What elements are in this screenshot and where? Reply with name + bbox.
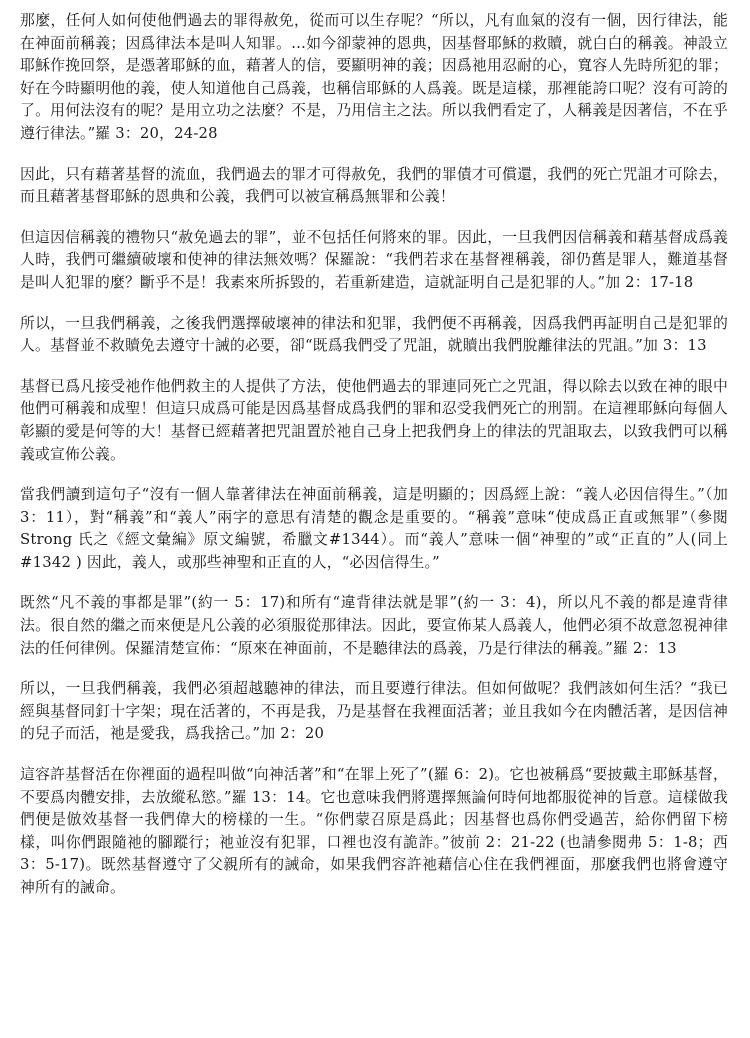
paragraph-9: 這容許基督活在你裡面的過程叫做“向神活著”和“在罪上死了”(羅 6：2)。它也被稱爲“要披戴主耶穌基督，不要爲肉體安排，去放縱私慾。”羅 13：14。它也意味我們將選擇無論何時何地都服從神的旨意。這樣做我們便是倣效基督一我們偉大的榜樣的一生。“你們蒙召原是爲此；因基督也爲你們受過苦，給你們留下榜樣，叫你們跟隨祂的腳蹤行；祂並沒有犯罪，口裡也沒有詭詐。”彼前 2：21-22 (也請參閱弗 5：1-8；西 3：5-17)。既然基督遵守了父親所有的誡命，如果我們容許祂藉信心住在我們裡面，那麼我們也將會遵守神所有的誡命。 bbox=[20, 766, 728, 896]
paragraph-3: 但這因信稱義的禮物只“赦免過去的罪”，並不包括任何將來的罪。因此，一旦我們因信稱義和藉基督成爲義人時，我們可繼續破壞和使神的律法無效嗎？保羅說：“我們若求在基督裡稱義，卻仍舊是罪人，難道基督是叫人犯罪的麼？斷乎不是！我素來所拆毀的，若重新建造，這就証明自己是犯罪的人。”加 2：17-18 bbox=[20, 228, 728, 291]
paragraph-4: 所以，一旦我們稱義，之後我們選擇破壞神的律法和犯罪，我們便不再稱義，因爲我們再証明自己是犯罪的人。基督並不救贖免去遵守十誡的必要，卻“既爲我們受了咒詛，就贖出我們脫離律法的咒詛。”加 3：13 bbox=[20, 314, 728, 355]
paragraph-2: 因此，只有藉著基督的流血，我們過去的罪才可得赦免，我們的罪債才可償還，我們的死亡咒詛才可除去，而且藉著基督耶穌的恩典和公義，我們可以被宣稱爲無罪和公義！ bbox=[20, 165, 728, 206]
paragraph-6: 當我們讀到這句子“沒有一個人靠著律法在神面前稱義，這是明顯的；因爲經上說：“義人必因信得生。”（加 3：11），對“稱義”和“義人”兩字的意思有清楚的觀念是重要的。“稱義”意味“使成爲正直或無罪”（參閱 Strong 氏之《經文彙編》原文編號，希臘文#1344）。而“義人”意味一個“神聖的”或“正直的”人(同上 #1342 ) 因此，義人，或那些神聖和正直的人，“必因信得生。” bbox=[20, 486, 728, 571]
paragraph-5: 基督已爲凡接受祂作他們救主的人提供了方法，使他們過去的罪連同死亡之咒詛，得以除去以致在神的眼中他們可稱義和成聖！但這只成爲可能是因爲基督成爲我們的罪和忍受我們死亡的刑罰。在這裡耶穌向每個人彰顯的愛是何等的大！基督已經藉著把咒詛置於祂自己身上把我們身上的律法的咒詛取去，以致我們可以稱義或宣佈公義。 bbox=[20, 377, 728, 463]
paragraph-1: 那麼，任何人如何使他們過去的罪得赦免，從而可以生存呢？“所以，凡有血氣的沒有一個，因行律法，能在神面前稱義；因爲律法本是叫人知罪。…如今卻蒙神的恩典，因基督耶穌的救贖，就白白的稱義。神設立耶穌作挽回祭，是憑著耶穌的血，藉著人的信，要顯明神的義；因爲祂用忍耐的心，寬容人先時所犯的罪；好在今時顯明他的義，使人知道他自己爲義，也稱信耶穌的人爲義。既是這樣，那裡能誇口呢？沒有可誇的了。用何法沒有的呢？是用立功之法麼？不是，乃用信主之法。所以我們看定了，人稱義是因著信，不在乎遵行律法。”羅 3：20，24-28 bbox=[20, 12, 728, 142]
paragraph-8: 所以，一旦我們稱義，我們必須超越聽神的律法，而且要遵行律法。但如何做呢？我們該如何生活？“我已經與基督同釘十字架；現在活著的，不再是我，乃是基督在我裡面活著；並且我如今在肉體活著，是因信神的兒子而活，祂是愛我，爲我捨己。”加 2：20 bbox=[20, 680, 728, 743]
paragraph-7: 既然“凡不義的事都是罪”(約一 5：17)和所有“違背律法就是罪”(約一 3：4)，所以凡不義的都是違背律法。很自然的繼之而來便是凡公義的必須服從那律法。因此，要宣佈某人爲義人，他們必須不故意忽視神律法的任何律例。保羅清楚宣佈：“原來在神面前，不是聽律法的爲義，乃是行律法的稱義。”羅 2：13 bbox=[20, 594, 728, 657]
